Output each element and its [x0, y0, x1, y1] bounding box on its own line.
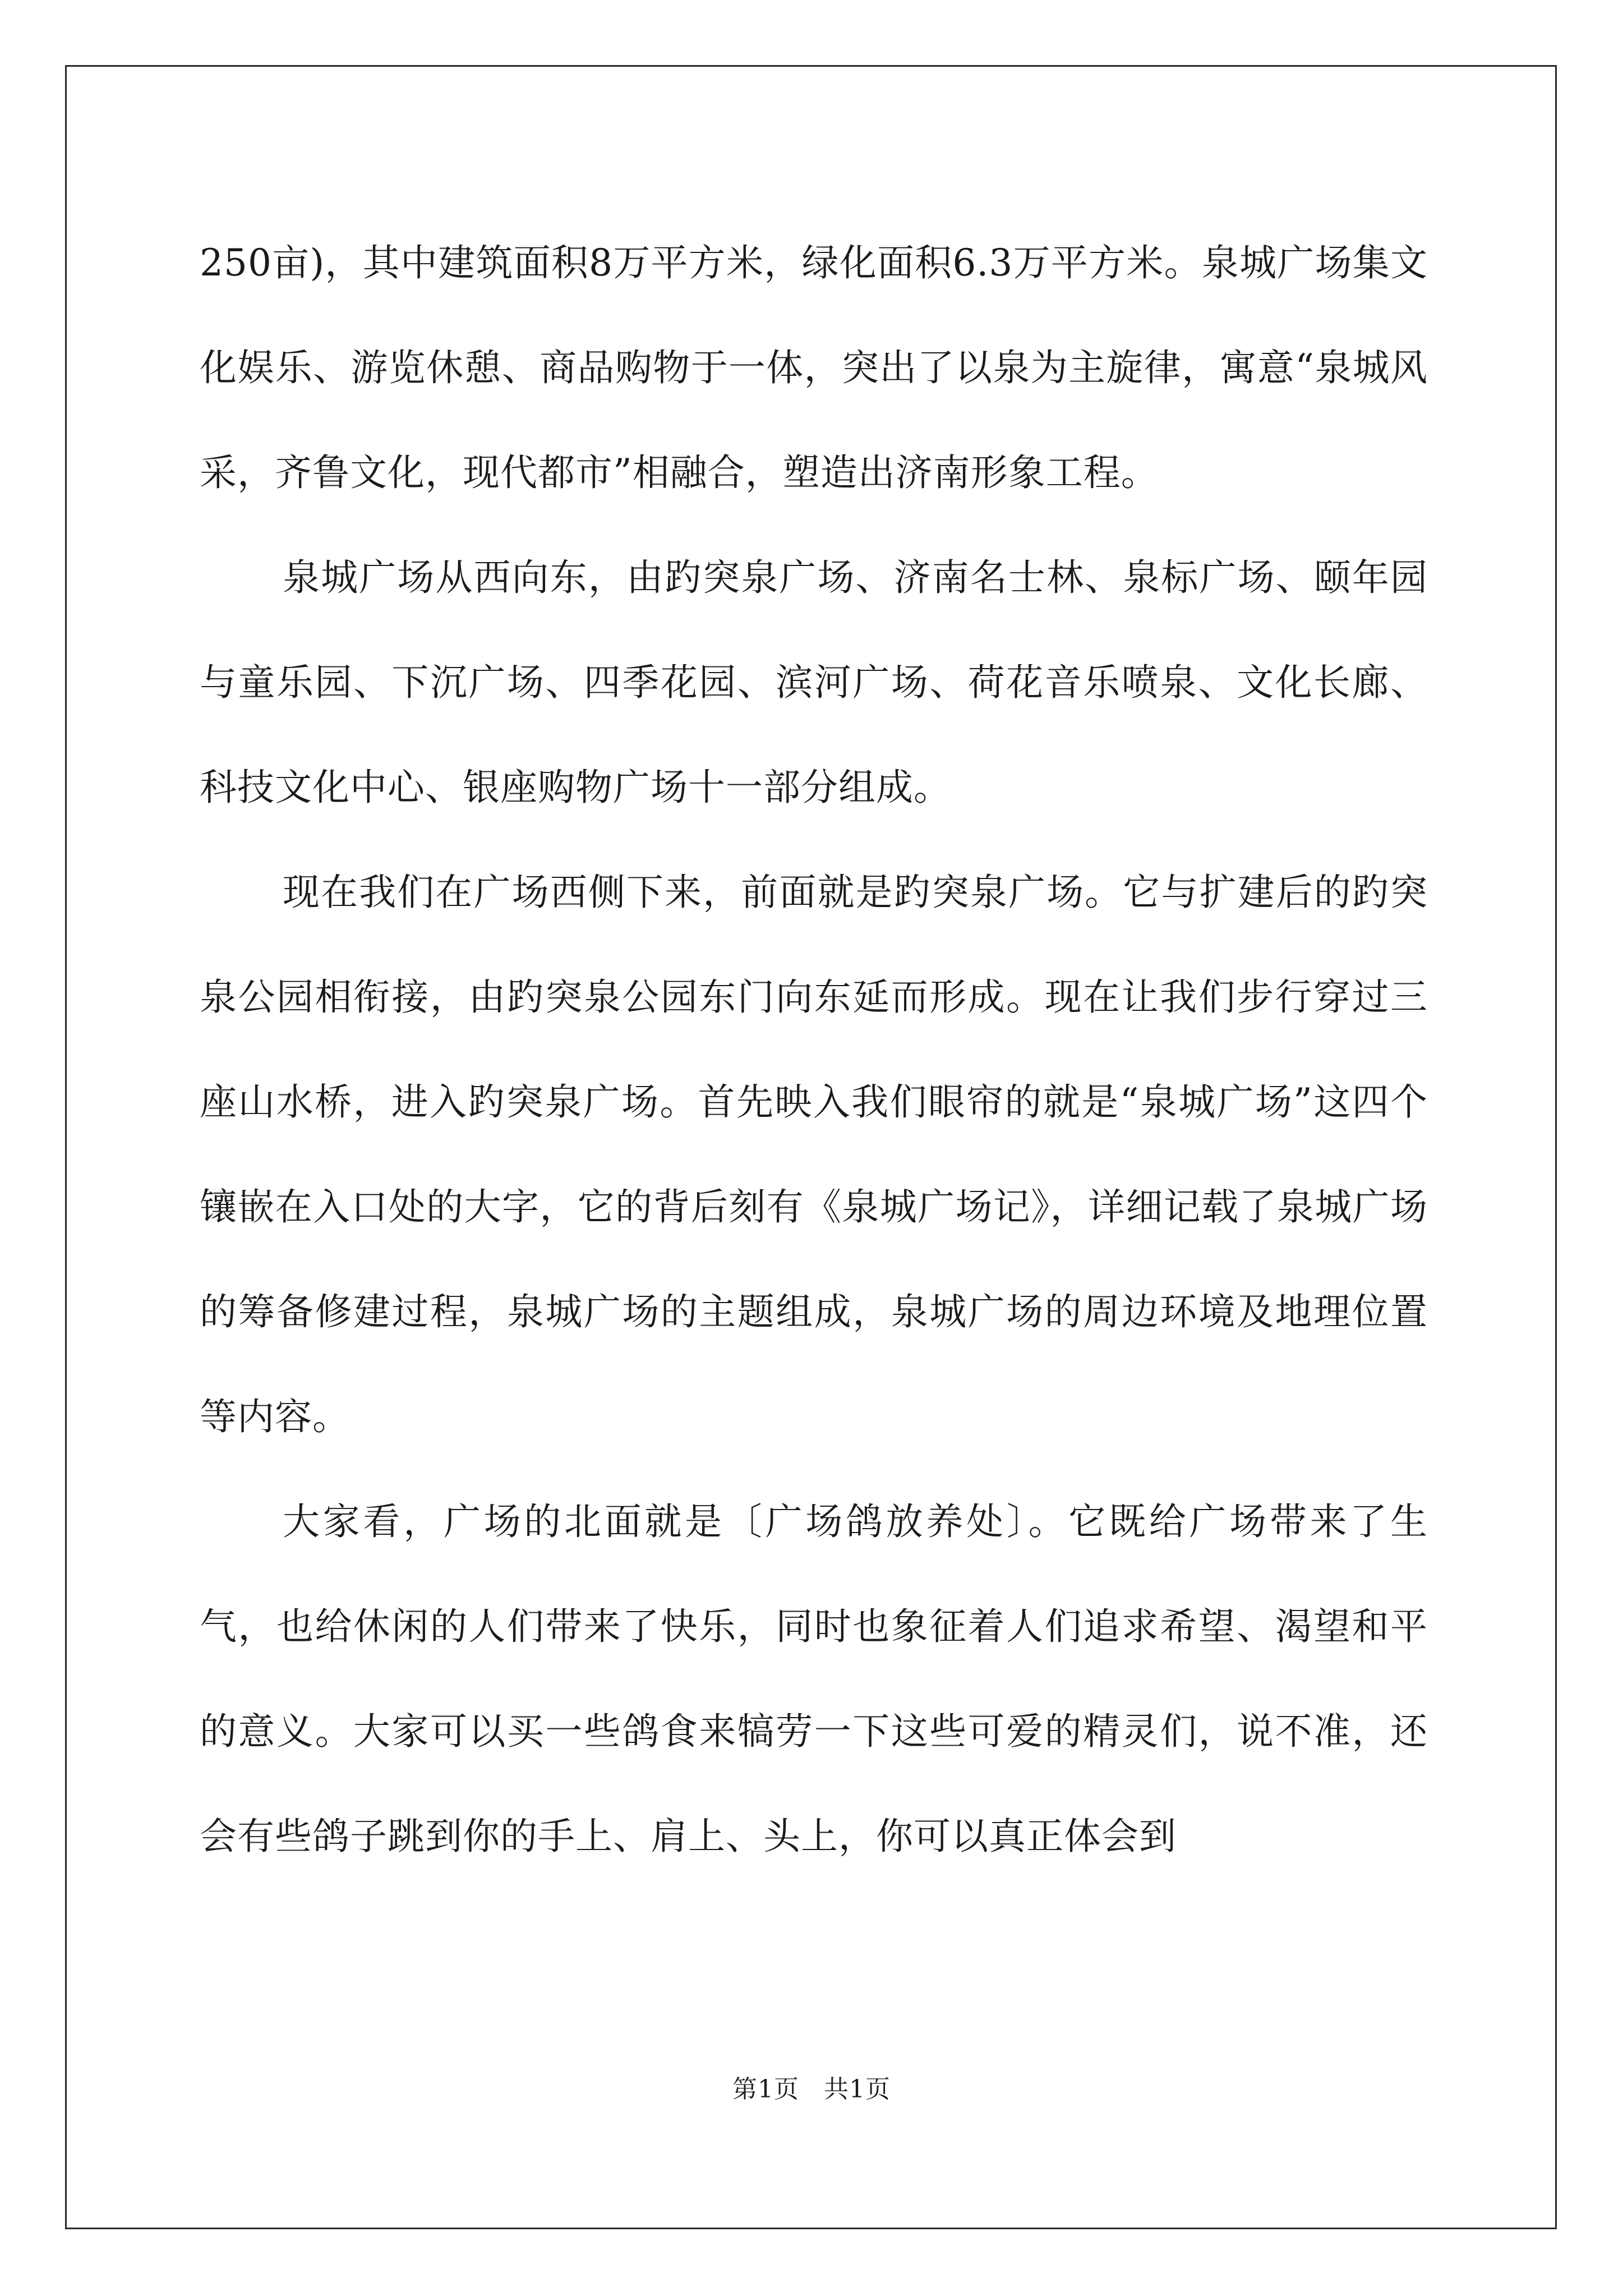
- page-number: 第1页: [732, 2075, 799, 2104]
- paragraph-1: 250亩)，其中建筑面积8万平方米，绿化面积6.3万平方米。泉城广场集文化娱乐、游览休憩、商品购物于一体，突出了以泉为主旋律，寓意“泉城风采，齐鲁文化，现代都市”相融合，塑造出济南形象工程。: [200, 241, 1428, 494]
- page-footer: [0, 2073, 1623, 2106]
- paragraph-2: 泉城广场从西向东，由趵突泉广场、济南名士林、泉标广场、颐年园与童乐园、下沉广场、四季花园、滨河广场、荷花音乐喷泉、文化长廊、科技文化中心、银座购物广场十一部分组成。: [200, 556, 1428, 809]
- paragraph-4: 大家看，广场的北面就是〔广场鸽放养处〕。它既给广场带来了生气，也给休闲的人们带来了快乐，同时也象征着人们追求希望、渴望和平的意义。大家可以买一些鸽食来犒劳一下这些可爱的精灵们，说不准，还会有些鸽子跳到你的手上、肩上、头上，你可以真正体会到: [200, 1500, 1428, 1858]
- document-body: [200, 210, 1428, 1889]
- paragraph-3: 现在我们在广场西侧下来，前面就是趵突泉广场。它与扩建后的趵突泉公园相衔接，由趵突泉公园东门向东延而形成。现在让我们步行穿过三座山水桥，进入趵突泉广场。首先映入我们眼帘的就是“泉城广场”这四个镶嵌在入口处的大字，它的背后刻有《泉城广场记》，详细记载了泉城广场的筹备修建过程，泉城广场的主题组成，泉城广场的周边环境及地理位置等内容。: [200, 871, 1428, 1438]
- page-total: 共1页: [824, 2075, 891, 2104]
